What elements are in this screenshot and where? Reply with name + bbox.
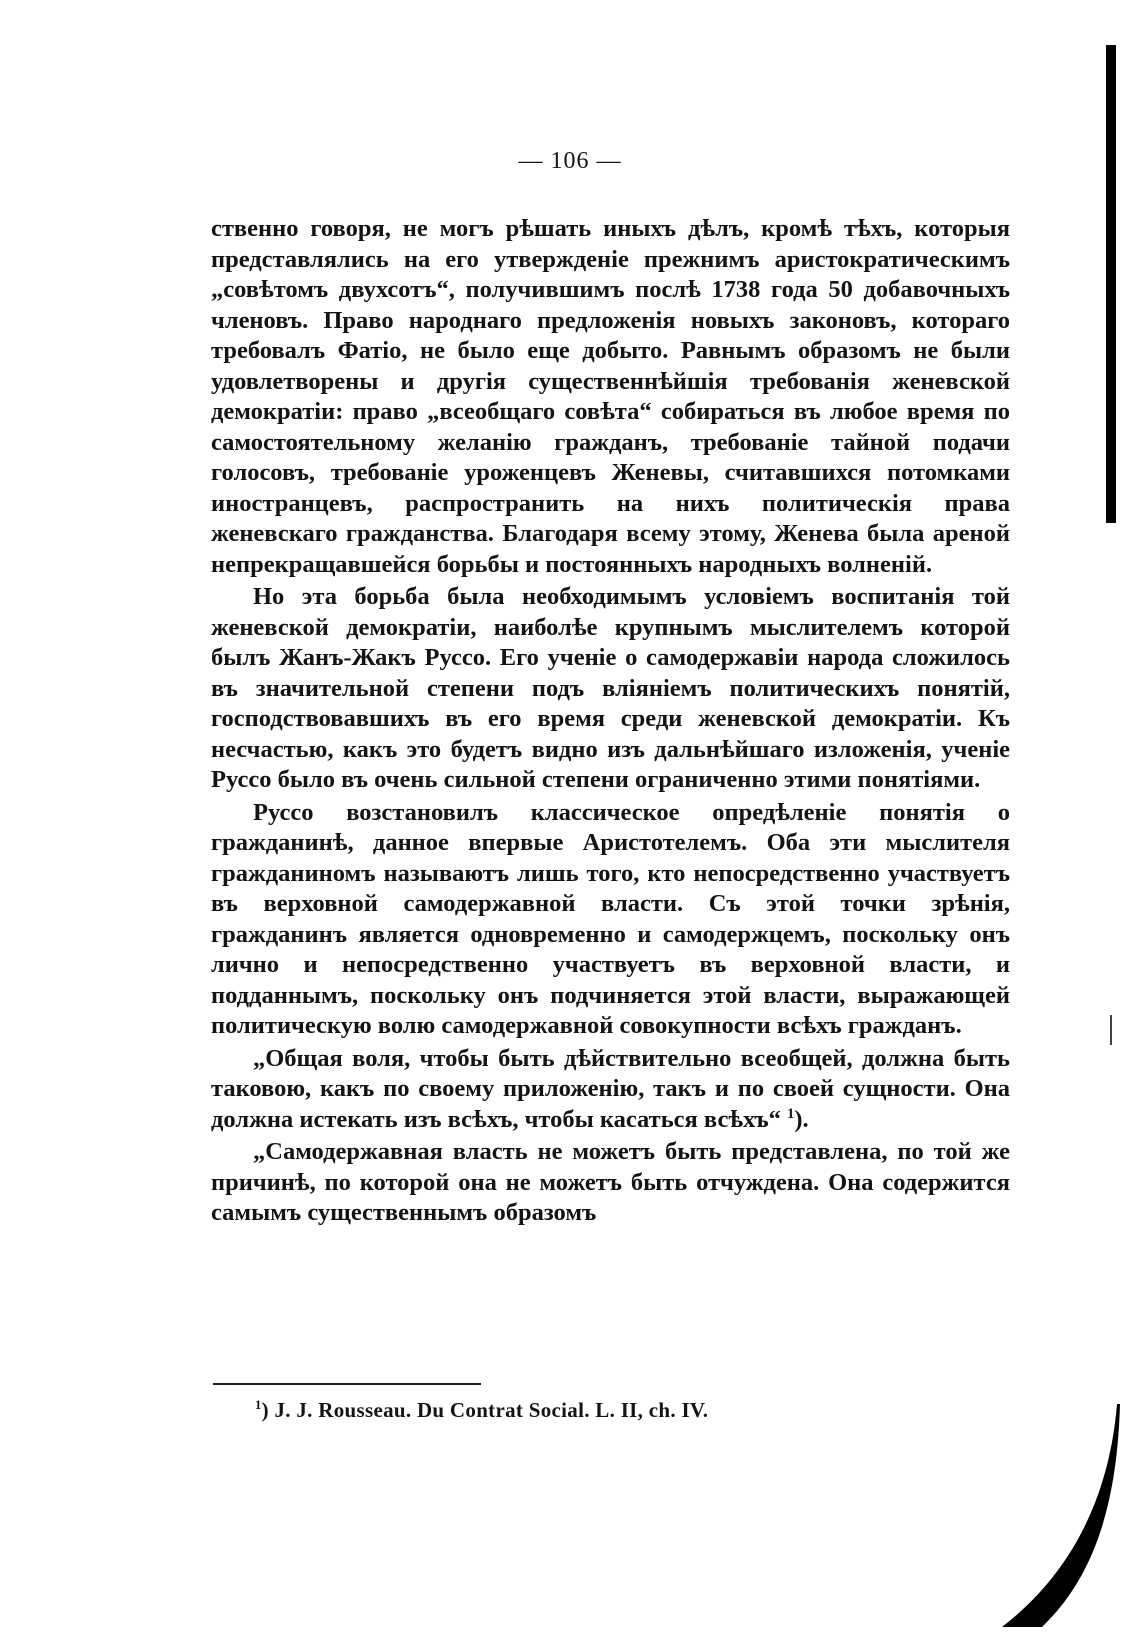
scan-edge-mark-small	[1110, 1015, 1112, 1045]
paragraph-1: ственно говоря, не могъ рѣшать иныхъ дѣлъ, кромѣ тѣхъ, которыя представлялись на его утвержденіе прежнимъ аристократическимъ „совѣтомъ двухсотъ“, получившимъ послѣ 1738 года 50 добавочныхъ членовъ. Право народнаго предложенія новыхъ законовъ, котораго требовалъ Фатіо, не было еще добыто. Равнымъ образомъ не были удовлетворены и другія существеннѣйшія требованія женевской демократіи: право „всеобщаго совѣта“ собираться въ любое время по самостоятельному желанію гражданъ, требованіе тайной подачи голосовъ, требованіе уроженцевъ Женевы, считавшихся потомками иностранцевъ, распространить на нихъ политическія права женевскаго гражданства. Благодаря всему этому, Женева была ареной непрекращавшейся борьбы и постоянныхъ народныхъ волненій.	[211, 215, 1010, 578]
footnote-reference[interactable]: 1	[787, 1105, 795, 1122]
paragraph-3: Руссо возстановилъ классическое опредѣленіе понятія о гражданинѣ, данное впервые Аристотелемъ. Оба эти мыслителя гражданиномъ называютъ лишь того, кто непосредственно участвуетъ въ верховной самодержавной власти. Съ этой точки зрѣнія, гражданинъ является одновременно и самодержцемъ, поскольку онъ лично и непосредственно участвуетъ въ верховной власти, и подданнымъ, поскольку онъ подчиняется этой власти, выражающей политическую волю самодержавной совокупности всѣхъ гражданъ.	[211, 798, 1010, 1039]
paragraph-5-quote: „Самодержавная власть не можетъ быть представлена, по той же причинѣ, по которой она не можетъ быть отчуждена. Она содержится самымъ существеннымъ образомъ	[211, 1138, 1010, 1226]
footnote-divider	[213, 1383, 481, 1385]
paragraph-2: Но эта борьба была необходимымъ условіемъ воспитанія той женевской демократіи, наиболѣе крупнымъ мыслителемъ которой былъ Жанъ-Жакъ Руссо. Его ученіе о самодержавіи народа сложилось въ значительной степени подъ вліяніемъ политическихъ понятій, господствовавшихъ въ его время среди женевской демократіи. Къ несчастью, какъ это будетъ видно изъ дальнѣйшаго изложенія, ученіе Руссо было въ очень сильной степени ограниченно этими понятіями.	[211, 583, 1010, 793]
scan-corner-mark	[982, 1399, 1122, 1629]
footnote-marker: 1	[255, 1398, 262, 1412]
footnote	[255, 1398, 708, 1423]
scan-edge-mark	[1106, 45, 1116, 523]
page-number: — 106 —	[518, 148, 622, 174]
footnote-text: ) J. J. Rousseau. Du Contrat Social. L. II, ch. IV.	[261, 1398, 709, 1422]
quote-text: „Общая воля, чтобы быть дѣйствительно всеобщей, должна быть таковою, какъ по своему приложенію, такъ и по своей сущности. Она должна истекать изъ всѣхъ, чтобы касаться всѣхъ“	[211, 1044, 1010, 1133]
paragraph-4-quote	[211, 1044, 1010, 1136]
quote-tail: ).	[794, 1105, 809, 1133]
main-text	[211, 214, 1010, 1229]
